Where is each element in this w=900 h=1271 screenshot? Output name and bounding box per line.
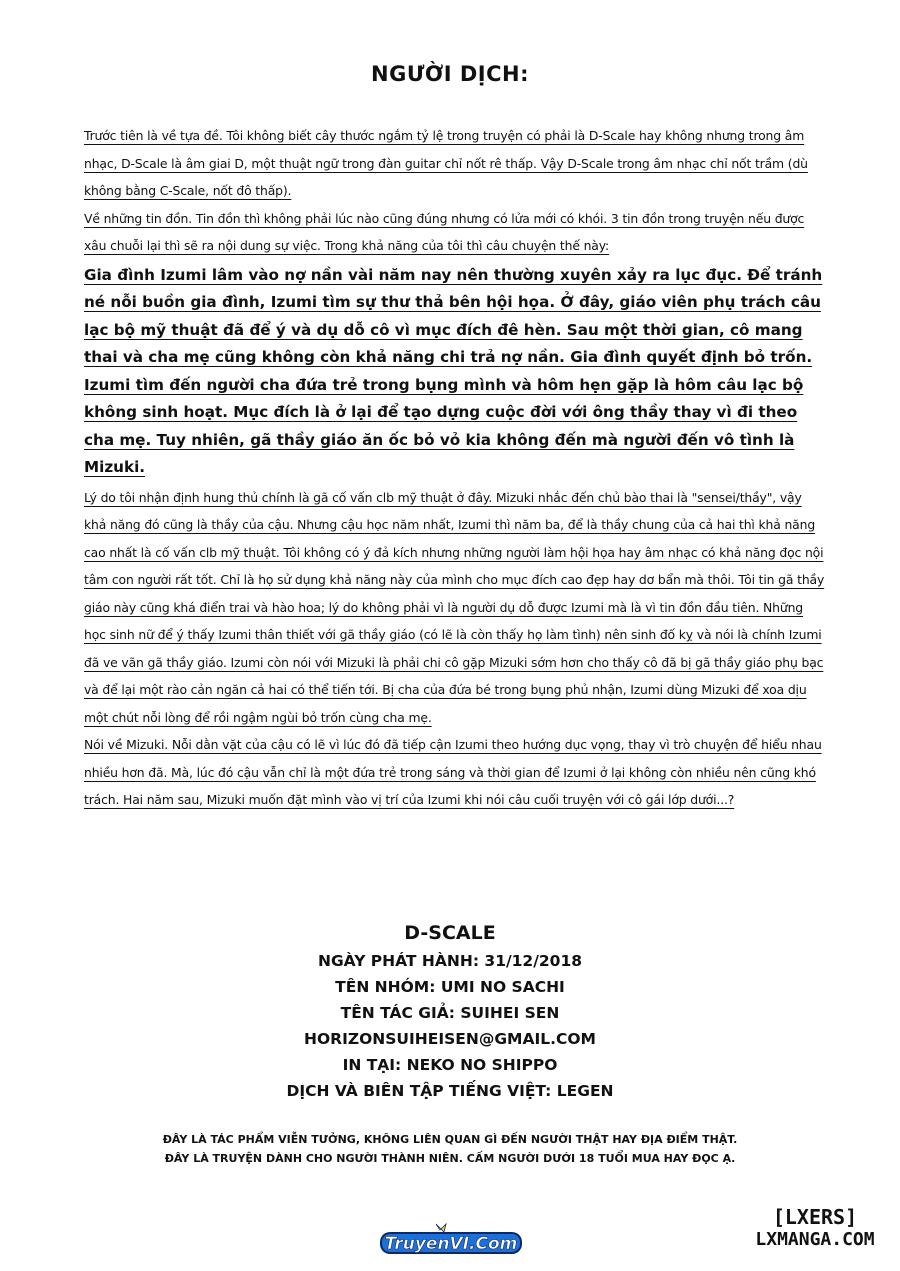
lxmanga-badge[interactable] xyxy=(744,1206,886,1252)
note-paragraph-rumors: Về những tin đồn. Tin đồn thì không phải lúc nào cũng đúng nhưng có lửa mới có khói. 3 tin đồn trong truyện nếu được xâu chuỗi lại thì sẽ ra nội dung sự việc. Trong khả năng của tôi thì câu chuyện thế này: xyxy=(84,210,805,253)
credits-block xyxy=(0,920,900,1104)
credits-printed-at: IN TẠI: NEKO NO SHIPPO xyxy=(342,1056,558,1074)
note-paragraph-culprit: Lý do tôi nhận định hung thủ chính là gã cố vấn clb mỹ thuật ở đây. Mizuki nhắc đến chủ bào thai là "sensei/thầy", vậy khả năng đó cũng là thầy của cậu. Nhưng cậu học năm nhất, Izumi thì năm ba, để là thầy chung của cả hai thì khả năng cao nhất là cố vấn clb mỹ thuật. Tôi không có ý đả kích nhưng những người làm hội họa hay âm nhạc có khả năng đọc nội tâm con người rất tốt. Chỉ là họ sử dụng khả năng này của mình cho mục đích cao đẹp hay dơ bẩn mà thôi. Tôi tin gã thầy giáo này cũng khá điển trai và hào hoa; lý do không phải vì là người dụ dỗ được Izumi mà là vì tin đồn đầu tiên. Những học sinh nữ để ý thấy Izumi thân thiết với gã thầy giáo (có lẽ là còn thấy họ làm tình) nên sinh đố kỵ và nói là chính Izumi đã ve vãn gã thầy giáo. Izumi còn nói với Mizuki là phải chi cô gặp Mizuki sớm hơn cho thấy cô đã bị gã thầy giáo phụ bạc và để lại một rào cản ngăn cả hai có thể tiến tới. Bị cha của đứa bé trong bụng phủ nhận, Izumi dùng Mizuki để xoa dịu một chút nỗi lòng để rồi ngậm ngùi bỏ trốn cùng cha mẹ. xyxy=(84,489,825,725)
credits-group: TÊN NHÓM: UMI NO SACHI xyxy=(335,978,565,996)
lxers-label: [LXERS] xyxy=(772,1205,858,1229)
credits-author: TÊN TÁC GIẢ: SUIHEI SEN xyxy=(340,1004,560,1022)
disclaimer-line-fiction: ĐÂY LÀ TÁC PHẨM VIỄN TƯỞNG, KHÔNG LIÊN QUAN GÌ ĐẾN NGƯỜI THẬT HAY ĐỊA ĐIỂM THẬT. xyxy=(162,1133,738,1146)
lxmanga-label: LXMANGA.COM xyxy=(755,1229,875,1250)
credits-translator: DỊCH VÀ BIÊN TẬP TIẾNG VIỆT: LEGEN xyxy=(286,1082,614,1100)
truyenvi-logo[interactable] xyxy=(378,1218,524,1258)
translator-notes xyxy=(84,122,826,814)
credits-release-date: NGÀY PHÁT HÀNH: 31/12/2018 xyxy=(317,952,583,970)
translator-notes-title: NGƯỜI DỊCH: xyxy=(371,62,529,86)
note-story-summary: Gia đình Izumi lâm vào nợ nần vài năm nay nên thường xuyên xảy ra lục đục. Để tránh né nỗi buồn gia đình, Izumi tìm sự thư thả bên hội họa. Ở đây, giáo viên phụ trách câu lạc bộ mỹ thuật đã để ý và dụ dỗ cô vì mục đích đê hèn. Sau một thời gian, cô mang thai và cha mẹ cũng không còn khả năng chi trả nợ nần. Gia đình quyết định bỏ trốn. Izumi tìm đến người cha đứa trẻ trong bụng mình và hôm hẹn gặp là hôm câu lạc bộ không sinh hoạt. Mục đích là ở lại để tạo dựng cuộc đời với ông thầy thay vì đi theo cha mẹ. Tuy nhiên, gã thầy giáo ăn ốc bỏ vỏ kia không đến mà người đến vô tình là Mizuki. xyxy=(84,265,823,476)
note-paragraph-title: Trước tiên là về tựa đề. Tôi không biết cây thước ngắm tỷ lệ trong truyện có phải là D-Scale hay không nhưng trong âm nhạc, D-Scale là âm giai D, một thuật ngữ trong đàn guitar chỉ nốt rê thấp. Vậy D-Scale trong âm nhạc chỉ nốt trầm (dù không bằng C-Scale, nốt đô thấp). xyxy=(84,128,808,198)
star-icon xyxy=(436,1224,446,1232)
credits-title: D-SCALE xyxy=(404,922,496,944)
disclaimer-line-adult: ĐÂY LÀ TRUYỆN DÀNH CHO NGƯỜI THÀNH NIÊN. CẤM NGƯỜI DƯỚI 18 TUỔI MUA HAY ĐỌC Ạ. xyxy=(164,1152,736,1165)
disclaimer xyxy=(0,1130,900,1168)
credits-email: HORIZONSUIHEISEN@GMAIL.COM xyxy=(304,1030,596,1048)
note-paragraph-mizuki: Nói về Mizuki. Nỗi dằn vặt của cậu có lẽ vì lúc đó đã tiếp cận Izumi theo hướng dục vọng, thay vì trò chuyện để hiểu nhau nhiều hơn đã. Mà, lúc đó cậu vẫn chỉ là một đứa trẻ trong sáng và thời gian để Izumi ở lại không còn nhiều nên cũng khó trách. Hai năm sau, Mizuki muốn đặt mình vào vị trí của Izumi khi nói câu cuối truyện với cô gái lớp dưới...? xyxy=(84,737,822,807)
truyenvi-logo-text: TruyenVI.Com xyxy=(384,1234,518,1254)
